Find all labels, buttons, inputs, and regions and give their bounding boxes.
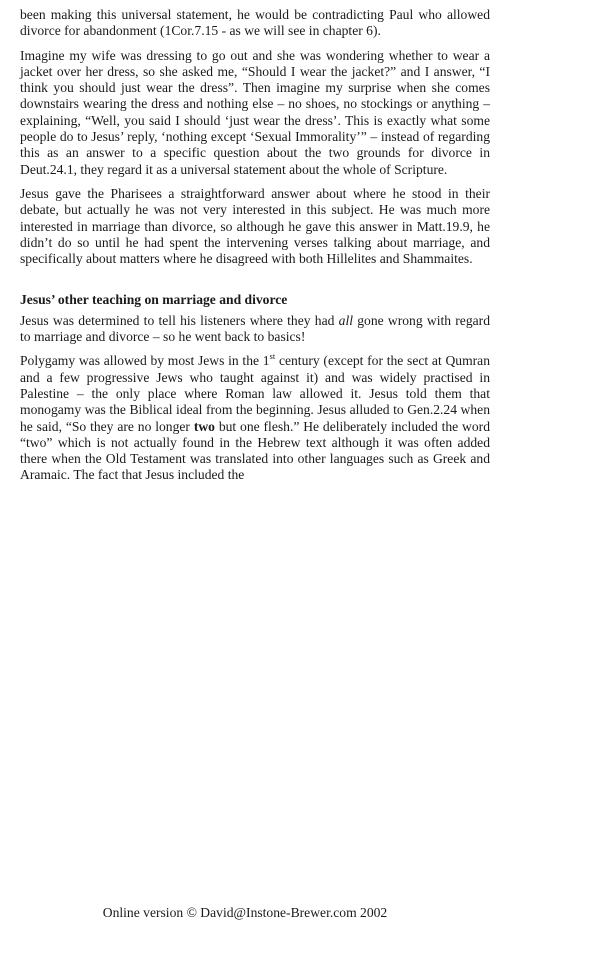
paragraph-1: been making this universal statement, he would be contradicting Paul who allowed divorce for abandonment (1Cor.7.15 - as we will see in chapter 6). [20, 7, 490, 39]
paragraph-5-text-b: century (except for the sect at Qumran and a few progressive Jews who taught against it) and was widely practised in Palestine – the only place where Roman law allowed it. Jesus told them that monogamy was the Biblical ideal from the beginning. Jesus alluded to Gen.2.24 when he said, “So they are no longer [20, 353, 490, 434]
paragraph-5 [20, 350, 490, 483]
paragraph-4-text-b: gone wrong with regard to marriage and divorce – so he went back to basics! [20, 312, 490, 345]
document-page [20, 7, 490, 492]
section-heading: Jesus’ other teaching on marriage and divorce [20, 292, 288, 308]
paragraph-5-text-c: but one flesh.” He deliberately included the word “two” which is not actually found in the Hebrew text although it was often added there when the Old Testament was translated into other languages such as Greek and Aramaic. The fact that Jesus included the [20, 418, 490, 483]
paragraph-4-text-a: Jesus was determined to tell his listeners where they had [20, 312, 339, 328]
paragraph-5-superscript: st [269, 350, 276, 361]
paragraph-2: Imagine my wife was dressing to go out and she was wondering whether to wear a jacket over her dress, so she asked me, “Should I wear the jacket?” and I answer, “I think you should just wear the dress”. Then imagine my surprise when she comes downstairs wearing the dress and nothing else – no shoes, no stockings or anything – explaining, “Well, you said I should ‘just wear the dress’. This is exactly what some people do to Jesus’ reply, ‘nothing except ‘Sexual Immorality’” – instead of regarding this as an answer to a specific question about the two grounds for divorce in Deut.24.1, they regard it as a universal statement about the whole of Scripture. [20, 47, 490, 177]
paragraph-3: Jesus gave the Pharisees a straightforward answer about where he stood in their debate, but actually he was not very interested in this subject. He was much more interested in marriage than divorce, so although he gave this answer in Matt.19.9, he didn’t do so until he had spent the intervening verses talking about marriage, and specifically about matters where he disagreed with both Hillelites and Shammaites. [20, 185, 490, 267]
paragraph-5-bold: two [193, 418, 215, 434]
paragraph-4 [20, 313, 490, 346]
paragraph-4-italic: all [338, 312, 354, 328]
paragraph-5-text-a: Polygamy was allowed by most Jews in the 1 [20, 353, 270, 369]
page-footer [0, 905, 600, 921]
footer-text: Online version © David@Instone-Brewer.com 2002 [102, 905, 388, 920]
